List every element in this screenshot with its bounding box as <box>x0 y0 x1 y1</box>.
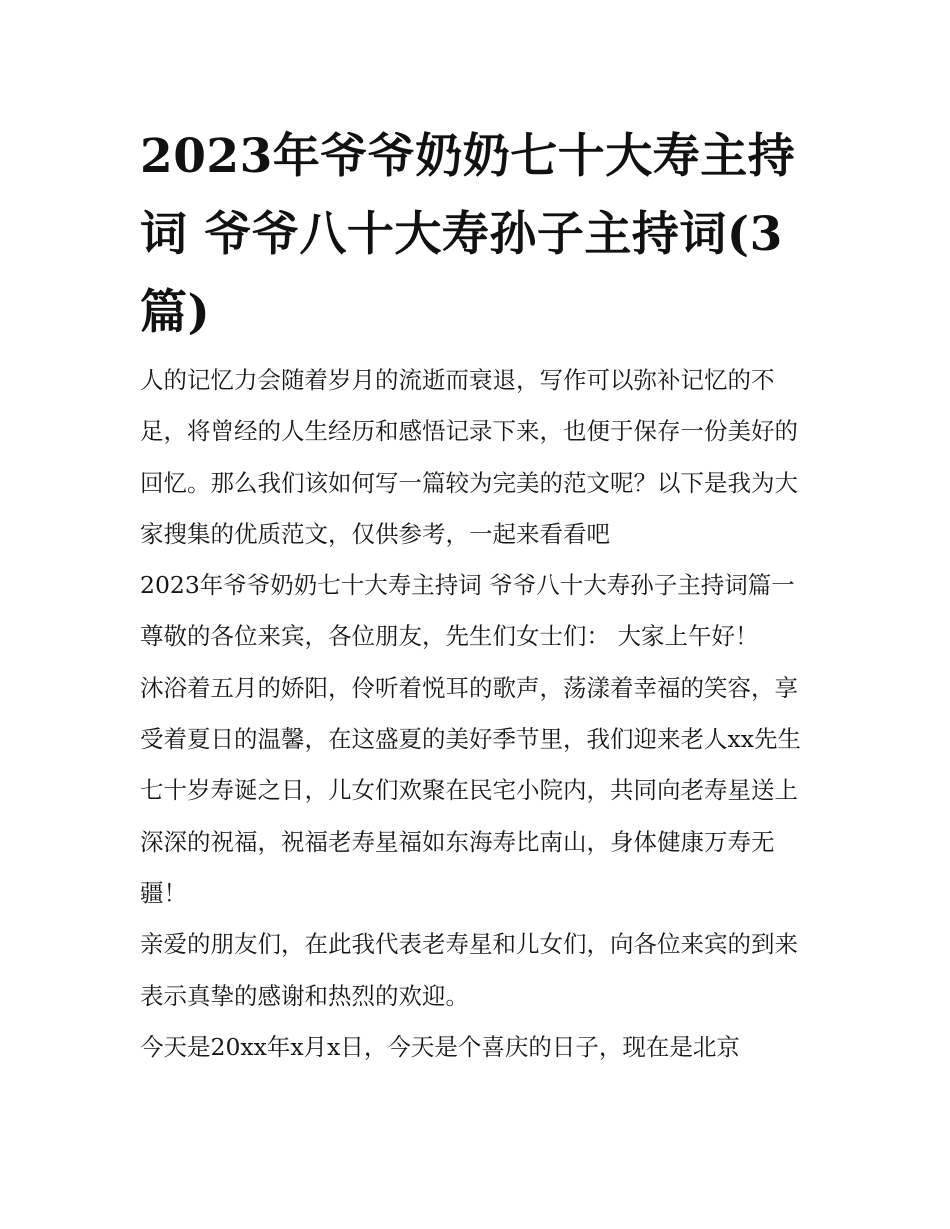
date-paragraph: 今天是20xx年x月x日，今天是个喜庆的日子，现在是北京 <box>140 1032 740 1061</box>
document-title: 2023年爷爷奶奶七十大寿主持词 爷爷八十大寿孙子主持词(3篇) <box>140 129 796 340</box>
welcome-paragraph: 亲爱的朋友们，在此我代表老寿星和儿女们，向各位来宾的到来表示真挚的感谢和热烈的欢迎。 <box>140 930 798 1010</box>
greeting-paragraph: 沐浴着五月的娇阳，伶听着悦耳的歌声，荡漾着幸福的笑容，享受着夏日的温馨，在这盛夏的美好季节里，我们迎来老人xx先生七十岁寿诞之日，儿女们欢聚在民宅小院内，共同向老寿星送上深深的祝福，祝福老寿星福如东海寿比南山，身体健康万寿无疆！ <box>140 673 802 907</box>
section-heading-paragraph: 2023年爷爷奶奶七十大寿主持词 爷爷八十大寿孙子主持词篇一 尊敬的各位来宾，各位朋友，先生们女士们： 大家上午好！ <box>140 571 795 651</box>
intro-paragraph: 人的记忆力会随着岁月的流逝而衰退，写作可以弥补记忆的不足，将曾经的人生经历和感悟记录下来，也便于保存一份美好的回忆。那么我们该如何写一篇较为完美的范文呢？以下是我为大家搜集的优质范文，仅供参考，一起来看看吧 <box>140 366 798 548</box>
document-body <box>140 355 815 1073</box>
